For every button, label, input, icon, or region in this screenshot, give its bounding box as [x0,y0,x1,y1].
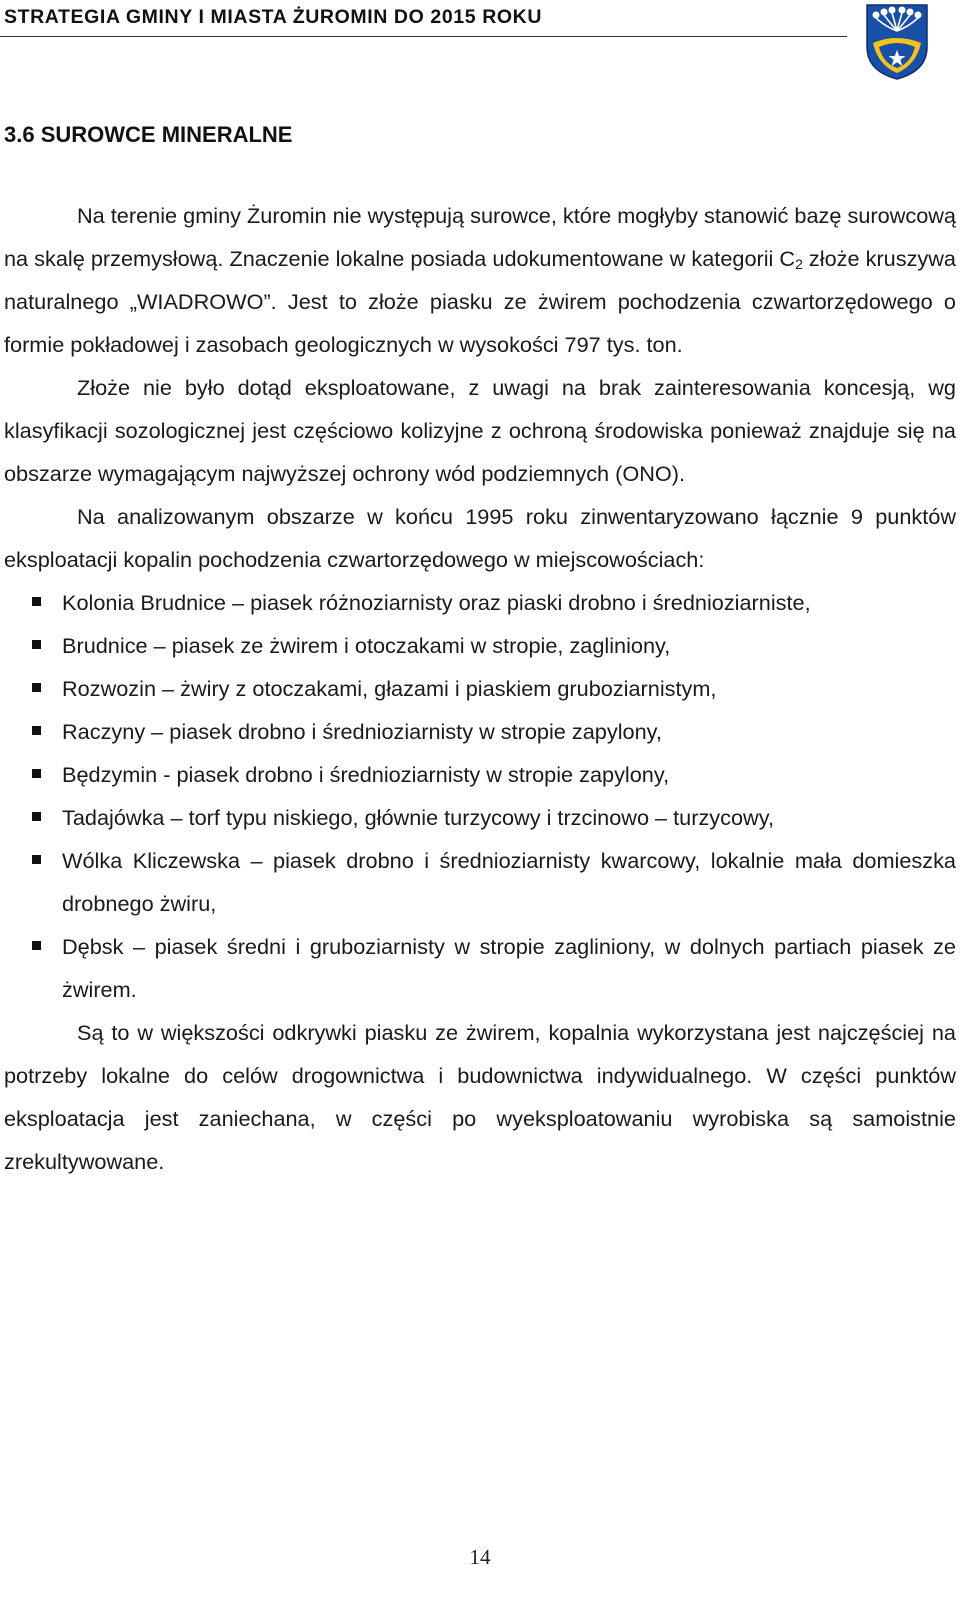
list-item [4,581,956,624]
paragraph-text: złoże kruszywa naturalnego „WIADROWO”. Jest to złoże piasku ze żwirem pochodzenia czwartorzędowego o formie pokładowej i zasobach geologicznych w wysokości 797 tys. ton. [4,246,956,357]
bullet-icon [32,812,41,821]
coat-of-arms-icon [864,3,930,81]
bullet-icon [32,640,41,649]
page-header [0,0,960,44]
subscript: 2 [795,256,803,272]
list-item [4,753,956,796]
extraction-sites-list [4,581,956,1011]
section-heading: 3.6 SUROWCE MINERALNE [4,122,293,147]
list-item-text: Brudnice – piasek ze żwirem i otoczakami w stropie, zagliniony, [62,633,671,658]
list-item [4,624,956,667]
list-item-text: Wólka Kliczewska – piasek drobno i średnioziarnisty kwarcowy, lokalnie mała domieszka drobnego żwiru, [62,848,956,916]
list-item-text: Kolonia Brudnice – piasek różnoziarnisty oraz piaski drobno i średnioziarniste, [62,590,811,615]
paragraph: Na analizowanym obszarze w końcu 1995 roku zinwentaryzowano łącznie 9 punktów eksploatacji kopalin pochodzenia czwartorzędowego w miejscowościach: [4,504,956,572]
paragraph [4,194,956,366]
bullet-icon [32,855,41,864]
paragraph: Złoże nie było dotąd eksploatowane, z uwagi na brak zainteresowania koncesją, wg klasyfikacji sozologicznej jest częściowo kolizyjne z ochroną środowiska ponieważ znajduje się na obszarze wymagającym najwyższej ochrony wód podziemnych (ONO). [4,375,956,486]
list-item [4,710,956,753]
list-item-text: Będzymin - piasek drobno i średnioziarnisty w stropie zapylony, [62,762,670,787]
page-number: 14 [469,1545,491,1569]
list-item [4,796,956,839]
header-divider [0,36,847,37]
paragraph-text: Na terenie gminy Żuromin nie występują surowce, które mogłyby stanowić bazę surowcową na skalę przemysłową. Znaczenie lokalne posiada udokumentowane w kategorii C [4,203,956,271]
list-item-text: Raczyny – piasek drobno i średnioziarnisty w stropie zapylony, [62,719,662,744]
list-item [4,925,956,1011]
paragraph: Są to w większości odkrywki piasku ze żwirem, kopalnia wykorzystana jest najczęściej na potrzeby lokalne do celów drogownictwa i budownictwa indywidualnego. W części punktów eksploatacja jest zaniechana, w części po wyeksploatowaniu wyrobiska są samoistnie zrekultywowane. [4,1020,956,1174]
list-item-text: Rozwozin – żwiry z otoczakami, głazami i piaskiem gruboziarnistym, [62,676,717,701]
bullet-icon [32,597,41,606]
list-item [4,839,956,925]
bullet-icon [32,941,41,950]
list-item [4,667,956,710]
bullet-icon [32,683,41,692]
list-item-text: Dębsk – piasek średni i gruboziarnisty w stropie zagliniony, w dolnych partiach piasek ze żwirem. [62,934,956,1002]
document-title: STRATEGIA GMINY I MIASTA ŻUROMIN DO 2015 ROKU [4,6,543,28]
list-item-text: Tadajówka – torf typu niskiego, głównie turzycowy i trzcinowo – turzycowy, [62,805,774,830]
bullet-icon [32,769,41,778]
document-body [4,194,956,1183]
bullet-icon [32,726,41,735]
